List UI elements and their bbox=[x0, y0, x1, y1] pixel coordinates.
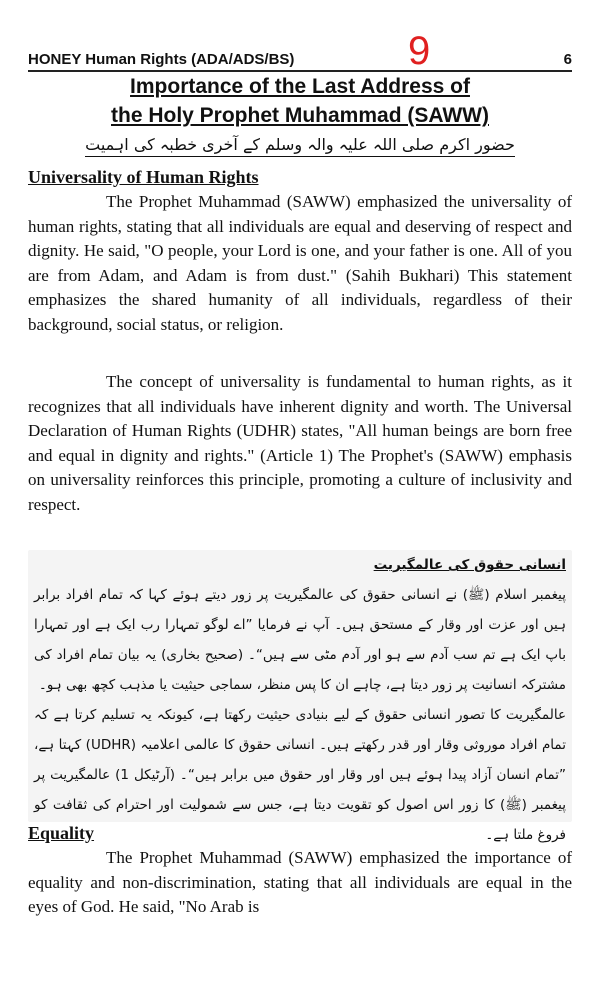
section-heading-equality: Equality bbox=[28, 823, 95, 843]
urdu-subtitle-text: حضور اکرم صلی اللہ علیہ والہ وسلم کے آخری خطبہ کی اہمیت bbox=[85, 135, 515, 157]
urdu-subtitle bbox=[28, 132, 572, 158]
paragraph-universality-1: The Prophet Muhammad (SAWW) emphasized the universality of human rights, stating that all individuals are equal and deserving of respect and dignity. He said, "O people, your Lord is one, and your father is one. All of you are from Adam, and Adam is from dust." (Sahih Bukhari) This statement emphasizes the shared humanity of all individuals, regardless of their background, social status, or religion. bbox=[28, 192, 572, 334]
title-line-2: the Holy Prophet Muhammad (SAWW) bbox=[111, 104, 489, 127]
book-title: HONEY Human Rights (ADA/ADS/BS) bbox=[28, 51, 295, 68]
section-heading-universality: Universality of Human Rights bbox=[28, 167, 259, 187]
page-header bbox=[28, 29, 572, 73]
urdu-section-heading: انسانی حقوق کی عالمگیریت bbox=[373, 557, 566, 573]
urdu-paragraph-1: پیغمبر اسلام (ﷺ) نے انسانی حقوق کی عالمگیریت پر زور دیتے ہوئے کہا کہ تمام افراد برابر ہیں اور عزت اور وقار کے مستحق ہیں۔ آپ نے فرمایا ”اے لوگو تمہارا رب ایک ہے اور تمہارا باپ ایک ہے تم سب آدم سے ہو اور آدم مٹی سے ہیں“۔ (صحیح بخاری) یہ بیان تمام افراد کی مشترکہ انسانیت پر زور دیتا ہے، چاہے ان کا پس منظر، سماجی حیثیت یا مذہب کچھ بھی ہو۔ bbox=[34, 587, 566, 693]
paragraph-equality-1: The Prophet Muhammad (SAWW) emphasized the importance of equality and non-discrimination, stating that all individuals are equal in the eyes of God. He said, "No Arab is bbox=[28, 848, 572, 916]
page-number: 6 bbox=[563, 51, 572, 68]
handwritten-page-mark: 9 bbox=[408, 29, 431, 73]
title-line-1: Importance of the Last Address of bbox=[130, 75, 470, 98]
paragraph-universality-2: The concept of universality is fundamental to human rights, as it recognizes that all individuals have inherent dignity and worth. The Universal Declaration of Human Rights (UDHR) states, "All human beings are born free and equal in dignity and rights." (Article 1) The Prophet's (SAWW) emphasis on universality reinforces this principle, promoting a culture of inclusivity and respect. bbox=[28, 372, 572, 514]
urdu-paragraph-2: عالمگیریت کا تصور انسانی حقوق کے لیے بنیادی حیثیت رکھتا ہے، کیونکہ یہ تسلیم کرتا ہے کہ تمام افراد موروثی وقار اور قدر رکھتے ہیں۔ انسانی حقوق کا عالمی اعلامیہ (UDHR) کہتا ہے، ”تمام انسان آزاد پیدا ہوئے ہیں اور وقار اور حقوق میں برابر ہیں“۔ (آرٹیکل 1) عالمگیریت پر پیغمبر (ﷺ) کا زور اس اصول کو تقویت دیتا ہے، جس سے شمولیت اور احترام کی ثقافت کو فروغ ملتا ہے۔ bbox=[34, 707, 566, 843]
page-title bbox=[28, 72, 572, 130]
